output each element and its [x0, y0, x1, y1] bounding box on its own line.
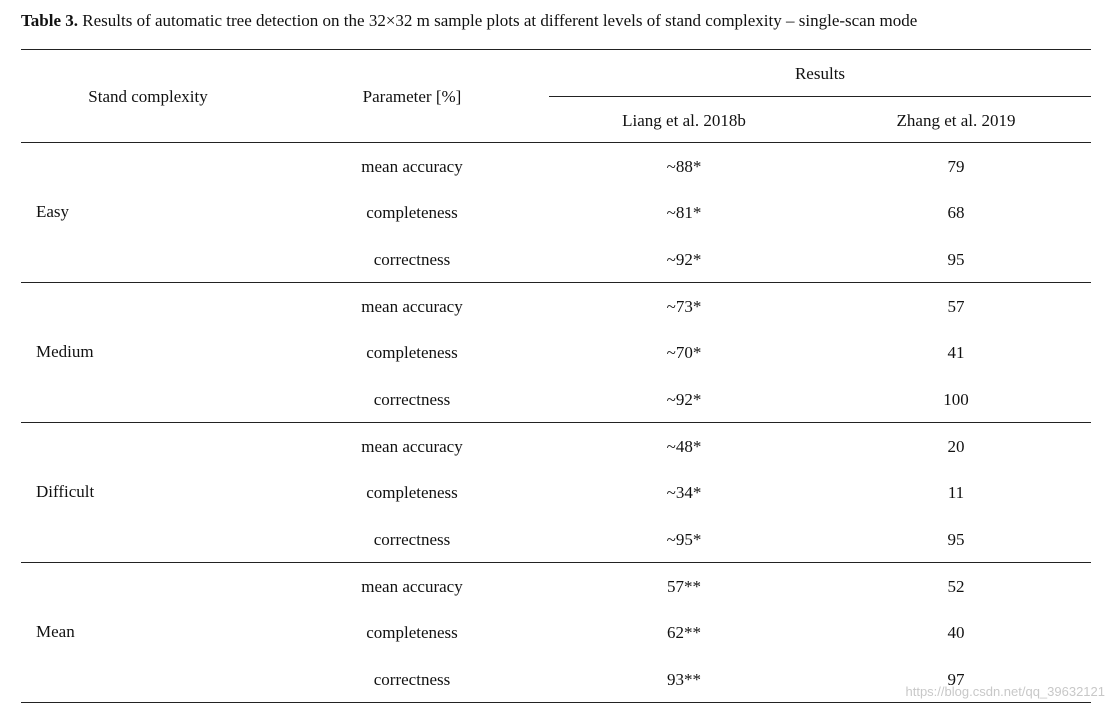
group-divider [21, 282, 1091, 283]
zhang-value-cell: 41 [947, 343, 965, 362]
zhang-value-cell: 68 [947, 203, 965, 222]
liang-value-cell: 62** [667, 623, 701, 642]
table-label: Table 3. [21, 11, 79, 30]
liang-value-cell: ~88* [666, 156, 702, 176]
parameter-cell: completeness [366, 203, 458, 222]
liang-value-cell: 93** [667, 669, 701, 689]
stand-complexity-label: Difficult [36, 482, 95, 501]
zhang-value-cell: 100 [943, 389, 969, 409]
liang-value-cell: ~95* [666, 529, 702, 549]
parameter-cell: mean accuracy [361, 156, 463, 176]
liang-value-cell: ~70* [666, 343, 702, 362]
zhang-value-cell: 40 [947, 623, 965, 642]
top-rule [21, 49, 1091, 50]
parameter-cell: completeness [366, 483, 458, 502]
zhang-value-cell: 20 [947, 436, 965, 456]
parameter-cell: mean accuracy [361, 576, 463, 596]
header-parameter: Parameter [%] [362, 87, 462, 106]
parameter-cell: completeness [366, 343, 458, 362]
zhang-value-cell: 57 [947, 296, 965, 316]
header-zhang: Zhang et al. 2019 [896, 111, 1016, 130]
liang-value-cell: ~73* [666, 296, 702, 316]
header-stand-complexity: Stand complexity [88, 87, 208, 106]
liang-value-cell: ~92* [666, 249, 702, 269]
parameter-cell: mean accuracy [361, 296, 463, 316]
liang-value-cell: 57** [667, 576, 701, 596]
header-liang: Liang et al. 2018b [622, 111, 746, 130]
group-divider [21, 562, 1091, 563]
parameter-cell: completeness [366, 623, 458, 642]
results-rule [549, 96, 1091, 97]
parameter-cell: correctness [373, 389, 451, 409]
group-divider [21, 422, 1091, 423]
header-rule [21, 142, 1091, 143]
table-caption [21, 11, 917, 31]
stand-complexity-label: Easy [36, 202, 70, 221]
bottom-rule [21, 702, 1091, 703]
zhang-value-cell: 79 [947, 156, 965, 176]
header-results: Results [794, 64, 846, 83]
zhang-value-cell: 97 [947, 669, 965, 689]
parameter-cell: mean accuracy [361, 436, 463, 456]
liang-value-cell: ~48* [666, 436, 702, 456]
parameter-cell: correctness [373, 529, 451, 549]
zhang-value-cell: 11 [947, 483, 965, 502]
watermark: https://blog.csdn.net/qq_39632121 [905, 684, 1105, 699]
zhang-value-cell: 52 [947, 576, 965, 596]
table-caption-text: Results of automatic tree detection on the 32×32 m sample plots at different levels of stand complexity – single-scan mode [78, 11, 918, 30]
stand-complexity-label: Medium [36, 342, 94, 361]
zhang-value-cell: 95 [947, 249, 965, 269]
parameter-cell: correctness [373, 249, 451, 269]
liang-value-cell: ~92* [666, 389, 702, 409]
liang-value-cell: ~81* [666, 203, 702, 222]
parameter-cell: correctness [373, 669, 451, 689]
liang-value-cell: ~34* [666, 483, 702, 502]
zhang-value-cell: 95 [947, 529, 965, 549]
stand-complexity-label: Mean [36, 622, 75, 641]
